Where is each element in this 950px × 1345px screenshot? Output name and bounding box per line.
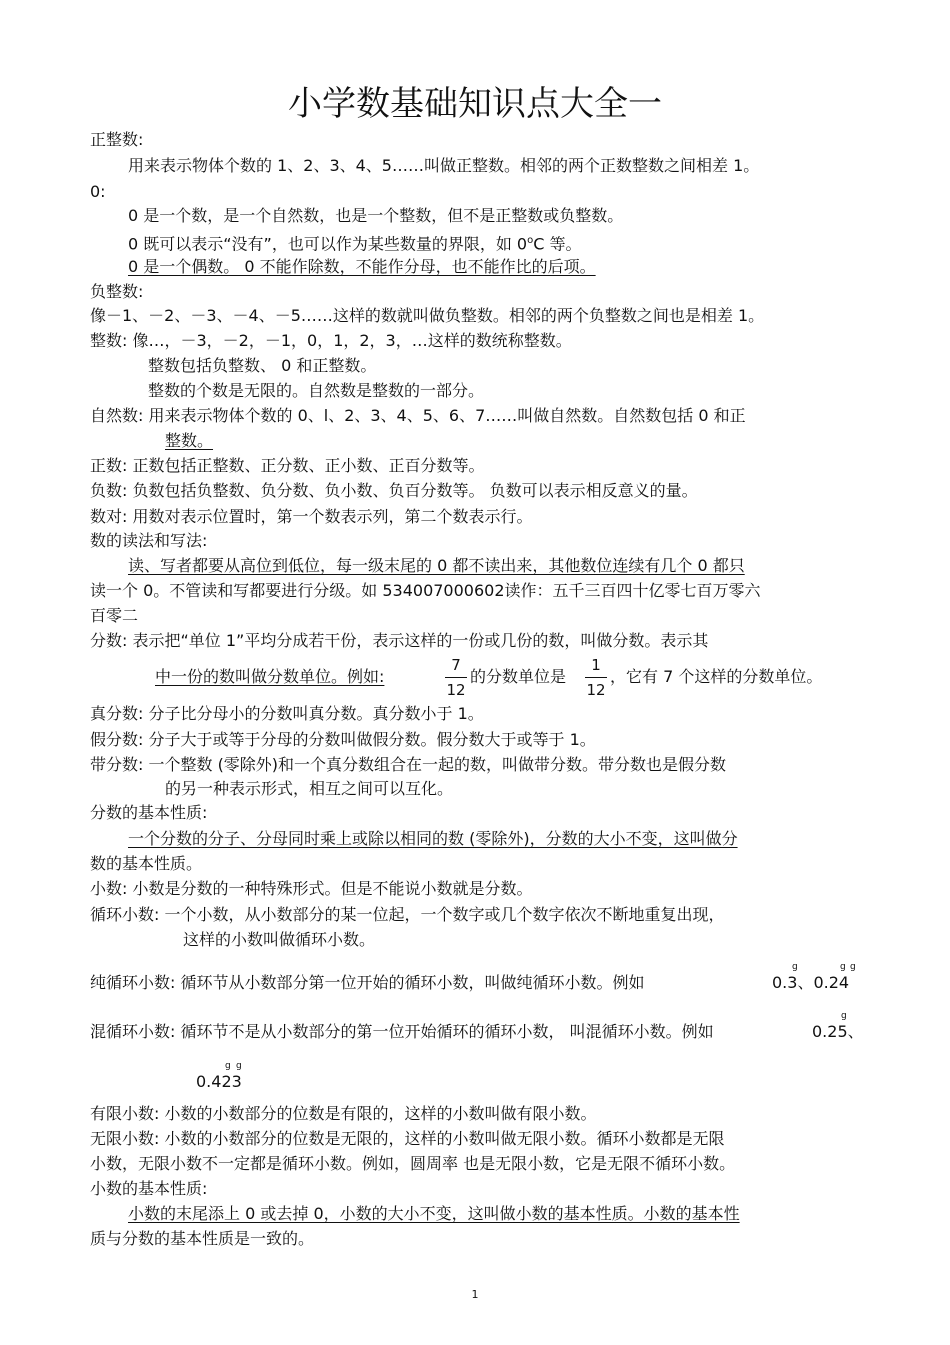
text-line: 循环小数: 一个小数，从小数部分的某一位起，一个数字或几个数字依次不断地重复出现， [90,905,725,924]
text-line: 负数: 负数包括负整数、负分数、负小数、负百分数等。 负数可以表示相反意义的量。 [90,481,698,500]
text-line: 小数: 小数是分数的一种特殊形式。但是不能说小数就是分数。 [90,879,533,898]
degree-superscript: o [527,235,534,246]
text-fragment: 纯循环小数: 循环节从小数部分第一位开始的循环小数，叫做纯循环小数。例如 [90,973,645,992]
text-line: 自然数: 用来表示物体个数的 0、l、2、3、4、5、6、7……叫做自然数。自然数包括 0 和正 [90,406,746,425]
text-line: 正数: 正数包括正整数、正分数、正小数、正百分数等。 [90,456,485,475]
text-line: 像－1、－2、－3、－4、－5……这样的数就叫做负整数。相邻的两个负整数之间也是相差 1。 [90,306,765,325]
heading-zero: 0: [90,182,106,201]
text-line: 整数包括负整数、 0 和正整数。 [148,356,377,375]
text-fragment: 的分数单位是 [470,667,567,686]
heading-fraction-property: 分数的基本性质: [90,803,208,822]
text-line: 这样的小数叫做循环小数。 [183,930,376,949]
repeating-decimal-example: 0.25、 [812,1022,864,1041]
text-line: 有限小数: 小数的小数部分的位数是有限的，这样的小数叫做有限小数。 [90,1104,597,1123]
text-line: 小数的末尾添上 0 或去掉 0，小数的大小不变，这叫做小数的基本性质。小数的基本性 [128,1204,740,1223]
text-line: 用来表示物体个数的 1、2、3、4、5……叫做正整数。相邻的两个正数整数之间相差 1。 [128,156,760,175]
fraction-bar [585,677,607,678]
fraction-denominator: 12 [586,681,606,699]
text-line: 读、写者都要从高位到低位，每一级末尾的 0 都不读出来，其他数位连续有几个 0 都只 [128,556,745,575]
fraction-1-12 [585,656,607,699]
text-line: 一个分数的分子、分母同时乘上或除以相同的数 (零除外)，分数的大小不变，这叫做分 [128,829,738,848]
repeat-dot: g [792,962,798,972]
heading-reading-writing: 数的读法和写法: [90,531,208,550]
fraction-7-12 [445,656,467,699]
text-fragment: 中一份的数叫做分数单位。例如: [155,667,385,686]
repeat-dot: g [225,1061,231,1071]
fraction-numerator: 7 [451,656,461,674]
text-line: 无限小数: 小数的小数部分的位数是无限的，这样的小数叫做无限小数。循环小数都是无限 [90,1129,725,1148]
text-line: 0 是一个偶数。 0 不能作除数，不能作分母，也不能作比的后项。 [128,257,596,276]
text-fragment: 混循环小数: 循环节不是从小数部分的第一位开始循环的循环小数， 叫混循环小数。例如 [90,1022,714,1041]
heading-positive-integer: 正整数: [90,130,144,149]
text-line: 0 是一个数，是一个自然数，也是一个整数，但不是正整数或负整数。 [128,206,624,225]
heading-negative-integer: 负整数: [90,282,144,301]
repeat-dot: g [850,962,856,972]
text-line: 整数的个数是无限的。自然数是整数的一部分。 [148,381,485,400]
text-line: 读一个 0。不管读和写都要进行分级。如 534007000602读作：五千三百四十亿零七百万零六 [90,581,761,600]
repeat-dot: g [236,1061,242,1071]
text-line: 数对: 用数对表示位置时，第一个数表示列，第二个数表示行。 [90,507,533,526]
page-number: 1 [471,1288,479,1301]
text-line: 百零二 [90,606,139,625]
text-line: 整数: 像…，－3，－2，－1，0，1，2，3，…这样的数统称整数。 [90,331,572,350]
text-line: 数的基本性质。 [90,854,203,873]
fraction-bar [445,677,467,678]
text-line: 小数，无限小数不一定都是循环小数。例如，圆周率 也是无限小数，它是无限不循环小数。 [90,1154,736,1173]
fraction-denominator: 12 [446,681,466,699]
text-fragment: 0 既可以表示“没有”，也可以作为某些数量的界限，如 0 [128,234,528,254]
text-line: 分数: 表示把“单位 1”平均分成若干份，表示这样的一份或几份的数，叫做分数。表示其 [90,631,709,650]
text-line: 质与分数的基本性质是一致的。 [90,1229,315,1248]
text-line [128,231,582,254]
text-line: 整数。 [165,431,214,450]
text-fragment: ，它有 7 个这样的分数单位。 [610,667,823,686]
repeating-decimal-examples: 0.3、0.24 [772,973,850,992]
text-fragment: C 等。 [533,234,582,254]
text-line: 的另一种表示形式，相互之间可以互化。 [165,779,454,798]
text-line: 带分数: 一个整数 (零除外)和一个真分数组合在一起的数，叫做带分数。带分数也是假分数 [90,755,727,774]
repeat-dot: g [841,1011,847,1021]
fraction-numerator: 1 [591,656,601,674]
repeating-decimal-example: 0.423 [196,1072,242,1091]
text-line: 假分数: 分子大于或等于分母的分数叫做假分数。假分数大于或等于 1。 [90,730,596,749]
text-line: 真分数: 分子比分母小的分数叫真分数。真分数小于 1。 [90,704,484,723]
page-title: 小学数基础知识点大全一 [288,84,662,124]
repeat-dot: g [840,962,846,972]
heading-decimal-property: 小数的基本性质: [90,1179,208,1198]
